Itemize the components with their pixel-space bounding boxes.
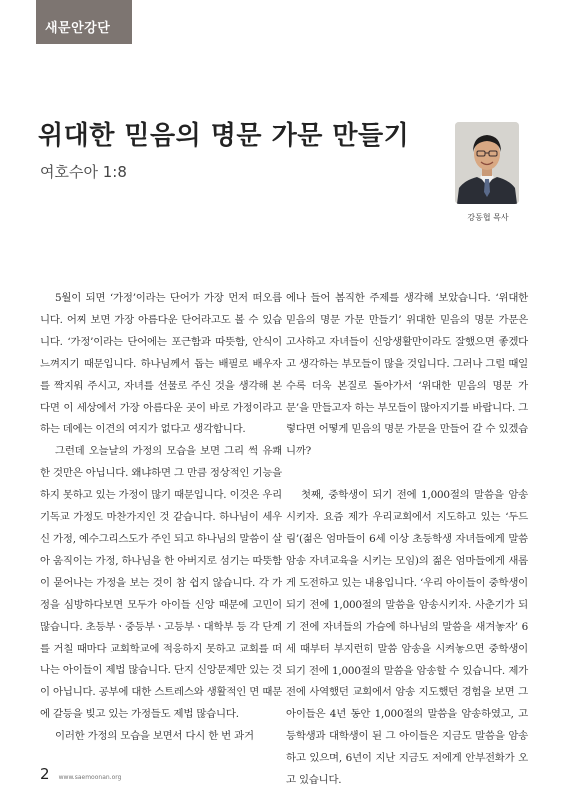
paragraph: 그런데 오늘날의 가정의 모습을 보면 그리 썩 유쾌한 것만은 아닙니다. 왜냐하면 그 만큼 정상적인 기능을 하지 못하고 있는 가정이 많기 때문입니다. 이것은 우리 기독교 가정도 마찬가지인 것 같습니다. 하나님이 세우신 가정, 예수그리스도가 주인 되고 하나님의 말씀이 살아 움직이는 가정, 하나님을 한 아버지로 섬기는 따뜻함이 묻어나는 가정을 보는 것이 참 쉽지 않습니다. 각 가정을 심방하다보면 모두가 아이들 신앙 때문에 고민이 많습니다. 초등부ㆍ중등부ㆍ고등부ㆍ대학부 등 각 단계를 거칠 때마다 교회학교에 적응하지 못하고 교회를 떠나는 아이들이 제법 많습니다. 단지 신앙문제만 있는 것이 아닙니다. 공부에 대한 스트레스와 생활적인 면 때문에 갈등을 빚고 있는 가정들도 제법 많습니다. xyxy=(40,445,282,721)
author-photo xyxy=(455,122,519,204)
paragraph: 이러한 가정의 모습을 보면서 다시 한 번 과거 xyxy=(55,730,254,743)
body-column-right xyxy=(286,288,528,792)
author-name: 강동협 목사 xyxy=(467,213,509,222)
article-title: 위대한 믿음의 명문 가문 만들기 xyxy=(38,121,410,151)
paragraph: 에나 들어 봄직한 주제를 생각해 보았습니다. ‘위대한 믿음의 명문 가문 만들기’ 위대한 믿음의 명문 가문은 고사하고 자녀들이 신앙생활만이라도 잘했으면 좋겠다고 생각하는 부모들이 많을 것입니다. 그러나 그럴 때일수록 더욱 본질로 돌아가서 ‘위대한 믿음의 명문 가문’을 만들고자 하는 부모들이 많아지기를 바랍니다. 그렇다면 어떻게 믿음의 명문 가문을 만들어 갈 수 있겠습니까? xyxy=(286,292,528,458)
body-column-left xyxy=(40,288,282,748)
paragraph: 첫째, 중학생이 되기 전에 1,000절의 말씀을 암송시키자. 요즘 제가 우리교회에서 지도하고 있는 ‘두드림’(젊은 엄마들이 6세 이상 초등학생 자녀들에게 말씀암송 자녀교육을 시키는 모임)의 젊은 엄마들에게 새롭게 도전하고 있는 내용입니다. ‘우리 아이들이 중학생이 되기 전에 1,000절의 말씀을 암송시키자. 사춘기가 되기 전에 자녀들의 가슴에 하나님의 말씀을 새겨놓자’ 6세 때부터 부지런히 말씀 암송을 시켜놓으면 중학생이 되기 전에 1,000절의 말씀을 암송할 수 있습니다. 제가 전에 사역했던 교회에서 암송 지도했던 경험을 보면 그 아이들은 4년 동안 1,000절의 말씀을 암송하였고, 고등학생과 대학생이 된 그 아이들은 지금도 말씀을 암송하고 있으며, 6년이 지난 지금도 저에게 안부전화가 오고 있습니다. xyxy=(286,489,528,787)
paragraph-gap xyxy=(286,463,528,485)
website-url: www.saemoonan.org xyxy=(58,774,122,781)
scripture-reference: 여호수아 1:8 xyxy=(40,163,127,181)
page-number: 2 xyxy=(40,765,50,783)
author-portrait-image xyxy=(455,122,519,204)
column-divider xyxy=(284,286,285,744)
page-footer xyxy=(40,764,121,783)
section-tag xyxy=(36,0,132,44)
section-tag-label: 새문안강단 xyxy=(45,21,111,36)
paragraph: 5월이 되면 ‘가정’이라는 단어가 가장 먼저 떠오릅니다. 어찌 보면 가장 아름다운 단어라고도 볼 수 있습니다. ‘가정’이라는 단어에는 포근함과 따뜻함, 안식이 느껴지기 때문입니다. 하나님께서 돕는 배필로 배우자를 짝지워 주시고, 자녀를 선물로 주신 것을 생각해 본다면 이 세상에서 가장 아름다운 곳이 바로 가정이라고 하는 데에는 이견의 여지가 없다고 생각합니다. xyxy=(40,292,282,436)
